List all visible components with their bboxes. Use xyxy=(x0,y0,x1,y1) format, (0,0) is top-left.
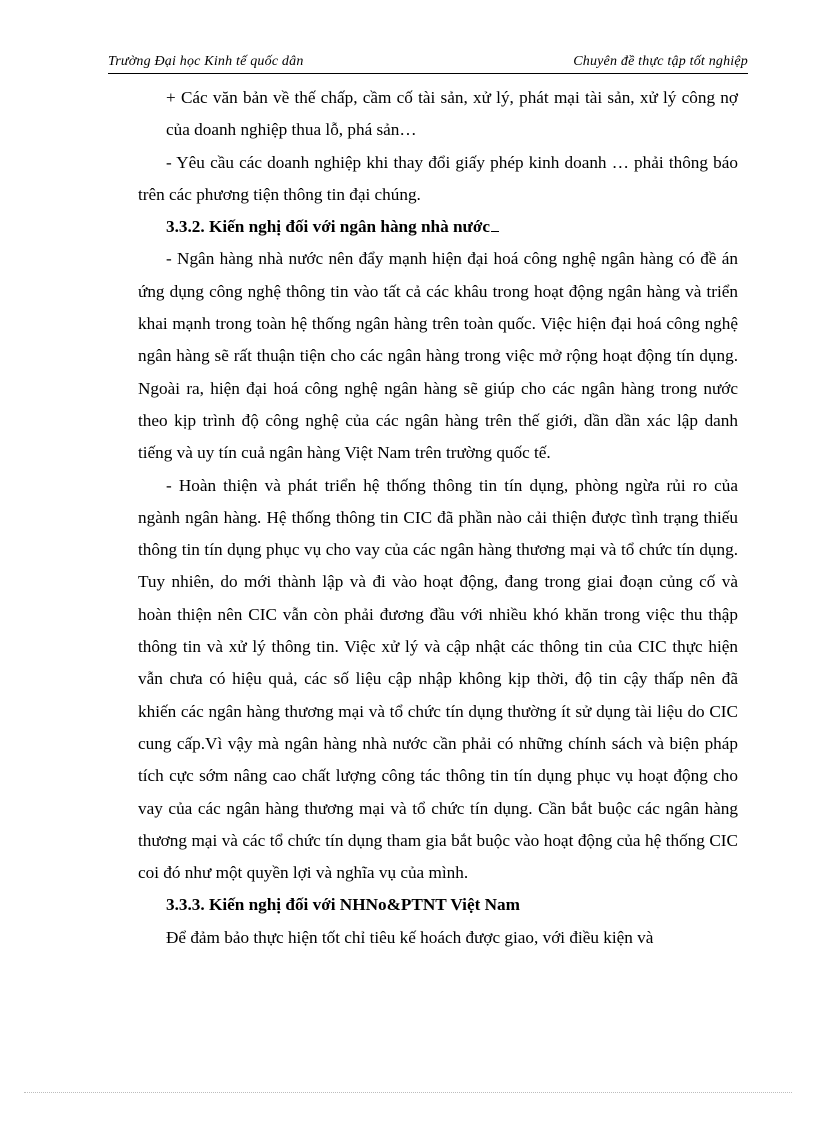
section-heading-3-3-2-text: 3.3.2. Kiến nghị đối với ngân hàng nhà nước xyxy=(166,217,491,237)
paragraph-business-license: - Yêu cầu các doanh nghiệp khi thay đổi giấy phép kinh doanh … phải thông báo trên các phương tiện thông tin đại chúng. xyxy=(138,152,738,204)
paragraph-cic-information: - Hoàn thiện và phát triển hệ thống thông tin tín dụng, phòng ngừa rủi ro của ngành ngân hàng. Hệ thống thông tin CIC đã phần nào cải thiện được tình trạng thiếu thông tin tín dụng phục vụ cho vay của các ngân hàng thương mại và tổ chức tín dụng. Tuy nhiên, do mới thành lập và đi vào hoạt động, đang trong giai đoạn củng cố và hoàn thiện nên CIC vẫn còn phải đương đầu với nhiều khó khăn trong việc thu thập thông tin và xử lý thông tin. Việc xử lý và cập nhật các thông tin của CIC thực hiện vẫn chưa có hiệu quả, các số liệu cập nhập không kịp thời, độ tin cậy thấp nên đã khiến các ngân hàng thương mại và tổ chức tín dụng thường ít sử dụng tài liệu do CIC cung cấp.Vì vậy mà ngân hàng nhà nước cần phải có những chính sách và biện pháp tích cực sớm nâng cao chất lượng công tác thông tin tín dụng phục vụ hoạt động cho vay của các ngân hàng thương mại và tổ chức tín dụng. Cần bắt buộc các ngân hàng thương mại và các tổ chức tín dụng tham gia bắt buộc vào hoạt động của hệ thống CIC coi đó như một quyền lợi và nghĩa vụ của mình. xyxy=(138,475,738,883)
header-university: Trường Đại học Kinh tế quốc dân xyxy=(108,54,304,69)
paragraph-mortgage-documents: + Các văn bản về thế chấp, cầm cố tài sản, xử lý, phát mại tài sản, xử lý công nợ của doanh nghiệp thua lỗ, phá sản… xyxy=(166,88,738,140)
paragraph-plan-targets: Để đảm bảo thực hiện tốt chỉ tiêu kế hoách được giao, với điều kiện và xyxy=(166,927,654,947)
paragraph-bank-technology: - Ngân hàng nhà nước nên đẩy mạnh hiện đại hoá công nghệ ngân hàng có đề án ứng dụng công nghệ thông tin vào tất cả các khâu trong hoạt động ngân hàng và triển khai mạnh trong toàn hệ thống ngân hàng trên toàn quốc. Việc hiện đại hoá công nghệ ngân hàng sẽ rất thuận tiện cho các ngân hàng trong việc mở rộng hoạt động tín dụng. Ngoài ra, hiện đại hoá công nghệ ngân hàng sẽ giúp cho các ngân hàng trong nước theo kịp trình độ công nghệ của các ngân hàng trên thế giới, dần dần xác lập danh tiếng và uy tín cuả ngân hàng Việt Nam trên trường quốc tế. xyxy=(138,249,738,463)
section-heading-3-3-3: 3.3.3. Kiến nghị đối với NHNo&PTNT Việt Nam xyxy=(166,895,520,915)
document-body xyxy=(138,82,738,954)
header-report-title: Chuyên đề thực tập tốt nghiệp xyxy=(573,54,748,69)
section-heading-3-3-2 xyxy=(138,211,738,243)
page-bottom-border xyxy=(24,1092,792,1093)
page-header xyxy=(108,44,748,74)
text-cursor-underscore xyxy=(491,217,499,232)
